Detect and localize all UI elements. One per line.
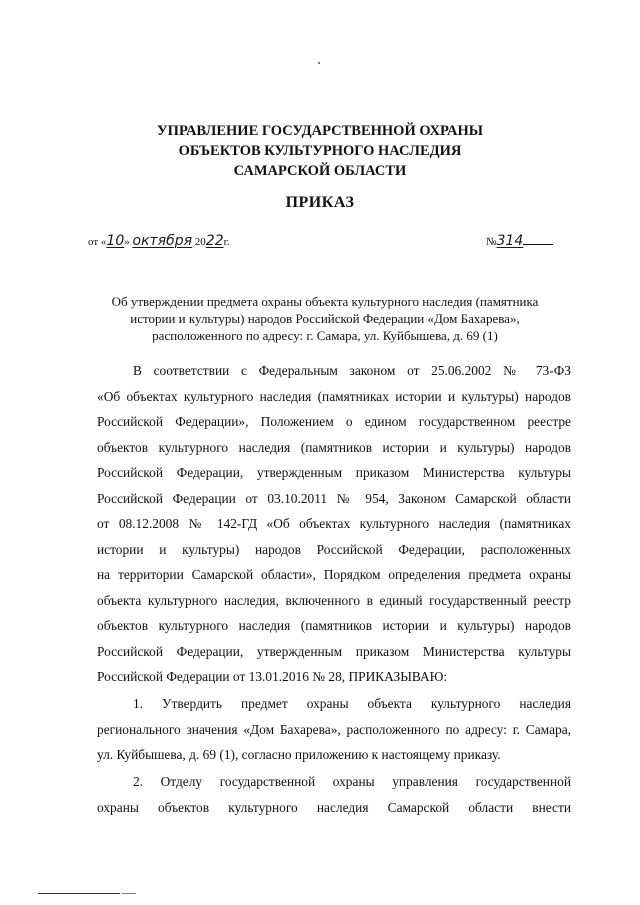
order-subject — [95, 293, 555, 344]
preamble-line: Российской Федерации», Положением о едином государственном реестре — [97, 414, 571, 429]
scan-dot — [318, 62, 320, 64]
order-number — [486, 233, 553, 249]
date-month: октября — [132, 233, 193, 249]
date-year-prefix: 20 — [192, 236, 206, 248]
subject-line-2: истории и культуры) народов Российской Федерации «Дом Бахарева», — [130, 311, 520, 326]
order-date — [88, 233, 230, 249]
date-suffix: г. — [223, 236, 230, 248]
item1-line: регионального значения «Дом Бахарева», расположенного по адресу: г. Самара, — [97, 721, 571, 737]
number-underline — [523, 234, 553, 245]
preamble-line: истории и культуры) народов Российской Федерации, расположенных — [97, 541, 571, 557]
date-mid: » — [124, 236, 133, 248]
preamble-line: В соответствии с Федеральным законом от 25.06.2002 № 73-ФЗ — [133, 363, 571, 378]
footer-rule-dash — [122, 893, 136, 894]
number-value: 314 — [496, 233, 524, 249]
preamble-line: Российской Федерации, утвержденным приказом Министерства культуры — [97, 465, 571, 480]
item1-line: ул. Куйбышева, д. 69 (1), согласно приложению к настоящему приказу. — [97, 747, 501, 762]
header-line-1: УПРАВЛЕНИЕ ГОСУДАРСТВЕННОЙ ОХРАНЫ — [157, 123, 483, 139]
preamble-line: объекта культурного наследия, включенного в единый государственный реестр — [97, 592, 571, 608]
order-title: ПРИКАЗ — [285, 194, 355, 211]
header-line-3: САМАРСКОЙ ОБЛАСТИ — [233, 163, 407, 179]
preamble-line: «Об объектах культурного наследия (памятниках истории и культуры) народов — [97, 388, 571, 404]
item2-line: охраны объектов культурного наследия Самарской области внести — [97, 799, 571, 815]
footer-rule — [38, 893, 120, 894]
preamble-line: Российской Федерации, утвержденным приказом Министерства культуры — [97, 643, 571, 659]
date-prefix: от « — [88, 236, 107, 248]
preamble-line: Российской Федерации от 03.10.2011 № 954, Законом Самарской области — [97, 490, 571, 506]
item2-line: 2. Отделу государственной охраны управления государственной — [133, 774, 571, 789]
date-year: 22 — [205, 233, 224, 249]
subject-line-3: расположенного по адресу: г. Самара, ул. Куйбышева, д. 69 (1) — [152, 328, 498, 343]
header-line-2: ОБЪЕКТОВ КУЛЬТУРНОГО НАСЛЕДИЯ — [178, 143, 462, 159]
preamble-line: на территории Самарской области», Порядком определения предмета охраны — [97, 567, 571, 582]
date-day: 10 — [106, 233, 125, 249]
preamble-line: Российской Федерации от 13.01.2016 № 28, ПРИКАЗЫВАЮ: — [97, 669, 448, 684]
item1-line: 1. Утвердить предмет охраны объекта культурного наследия — [133, 696, 571, 711]
preamble-line: объектов культурного наследия (памятников истории и культуры) народов — [97, 439, 571, 455]
subject-line-1: Об утверждении предмета охраны объекта культурного наследия (памятника — [111, 294, 539, 309]
preamble-line: объектов культурного наследия (памятников истории и культуры) народов — [97, 618, 571, 633]
preamble-line: от 08.12.2008 № 142-ГД «Об объектах культурного наследия (памятниках — [97, 516, 571, 531]
number-prefix: № — [486, 236, 497, 248]
issuer-header — [60, 121, 580, 181]
